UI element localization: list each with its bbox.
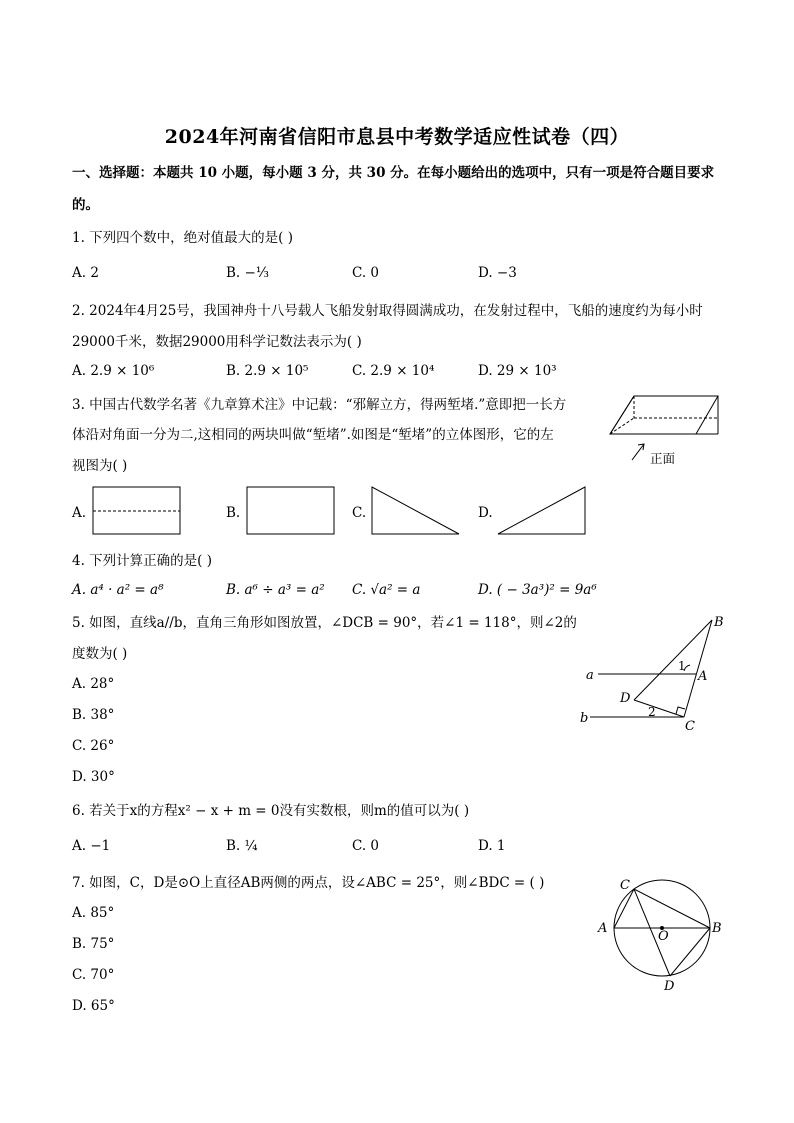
q6-stem: 6. 若关于x的方程x² − x + m = 0没有实数根，则m的值可以为( ) xyxy=(72,803,470,819)
q7-circle-figure xyxy=(592,874,728,992)
q4-stem: 4. 下列计算正确的是( ) xyxy=(72,553,212,569)
q2-option-a: A. 2.9 × 10⁶ xyxy=(72,363,155,379)
q7-option-b: B. 75° xyxy=(72,936,115,952)
q1-option-b: B. −⅓ xyxy=(226,265,269,281)
q2-option-c: C. 2.9 × 10⁴ xyxy=(352,363,435,379)
q3-front-label: 正面 xyxy=(650,451,676,466)
q7-option-c: C. 70° xyxy=(72,967,115,983)
q7-label-b: B xyxy=(712,921,722,936)
q5-option-c: C. 26° xyxy=(72,738,115,754)
q1-stem: 1. 下列四个数中，绝对值最大的是( ) xyxy=(72,230,293,246)
q6-option-c: C. 0 xyxy=(352,838,380,854)
q3-option-d-figure xyxy=(497,486,587,536)
section-heading-line1: 一、选择题：本题共 10 小题，每小题 3 分，共 30 分。在每小题给出的选项中，只有一项是符合题目要求 xyxy=(72,165,715,181)
q5-label-b-line: b xyxy=(580,711,589,726)
q3-option-b: B. xyxy=(226,505,241,521)
q5-option-d: D. 30° xyxy=(72,769,115,785)
q4-option-d: D. ( − 3a³)² = 9a⁶ xyxy=(478,582,597,598)
q6-option-b: B. ¼ xyxy=(226,838,258,854)
q1-option-d: D. −3 xyxy=(478,265,517,281)
q3-option-d: D. xyxy=(478,505,493,521)
q6-option-d: D. 1 xyxy=(478,838,506,854)
q7-label-d: D xyxy=(664,979,675,992)
q4-option-a: A. a⁴ · a² = a⁸ xyxy=(72,582,164,598)
q5-label-a-line: a xyxy=(586,668,594,683)
q1-option-a: A. 2 xyxy=(72,265,99,281)
q1-option-c: C. 0 xyxy=(352,265,380,281)
q6-option-a: A. −1 xyxy=(72,838,111,854)
q3-option-a-figure xyxy=(92,486,182,536)
q7-label-a: A xyxy=(598,921,608,936)
q5-label-c: C xyxy=(685,719,695,730)
q7-label-c: C xyxy=(620,878,630,893)
q5-label-a-point: A xyxy=(698,669,708,684)
section-heading-line2: 的。 xyxy=(72,197,99,213)
q5-stem-line2: 度数为( ) xyxy=(72,646,128,662)
q5-label-angle-1: 1 xyxy=(678,659,686,673)
q4-option-c: C. √a² = a xyxy=(352,582,421,598)
q2-option-d: D. 29 × 10³ xyxy=(478,363,557,379)
q2-option-b: B. 2.9 × 10⁵ xyxy=(226,363,309,379)
q5-label-d: D xyxy=(620,691,631,706)
q3-option-c-figure xyxy=(371,486,461,536)
q7-stem: 7. 如图，C，D是⊙O上直径AB两侧的两点，设∠ABC = 25°，则∠BDC = ( ) xyxy=(72,875,545,891)
q3-option-b-figure xyxy=(246,486,336,536)
q4-option-b: B. a⁶ ÷ a³ = a² xyxy=(226,582,325,598)
q7-label-o: O xyxy=(658,929,669,944)
q5-option-b: B. 38° xyxy=(72,707,115,723)
q3-option-a: A. xyxy=(72,505,87,521)
q5-stem-line1: 5. 如图，直线a//b，直角三角形如图放置，∠DCB = 90°，若∠1 = 118°，则∠2的 xyxy=(72,615,577,631)
q5-label-angle-2: 2 xyxy=(648,705,656,719)
q7-option-d: D. 65° xyxy=(72,998,115,1014)
q5-label-b-upper: B xyxy=(714,615,724,630)
q2-stem-line1: 2. 2024年4月25号，我国神舟十八号载人飞船发射取得圆满成功，在发射过程中，飞船的速度约为每小时 xyxy=(72,303,703,319)
q2-stem-line2: 29000千米，数据29000用科学记数法表示为( ) xyxy=(72,334,362,350)
q5-parallel-lines-figure xyxy=(578,612,728,730)
q5-option-a: A. 28° xyxy=(72,676,115,692)
q3-stem-line3: 视图为( ) xyxy=(72,458,128,474)
q7-option-a: A. 85° xyxy=(72,905,115,921)
q3-option-c: C. xyxy=(352,505,367,521)
q3-stem-line2: 体沿对角面一分为二,这相同的两块叫做“堑堵”.如图是“堑堵”的立体图形，它的左 xyxy=(72,427,554,443)
page-title: 2024年河南省信阳市息县中考数学适应性试卷（四） xyxy=(164,126,630,148)
q3-stem-line1: 3. 中国古代数学名著《九章算术注》中记载：“邪解立方，得两堑堵.”意即把一长方 xyxy=(72,397,567,413)
